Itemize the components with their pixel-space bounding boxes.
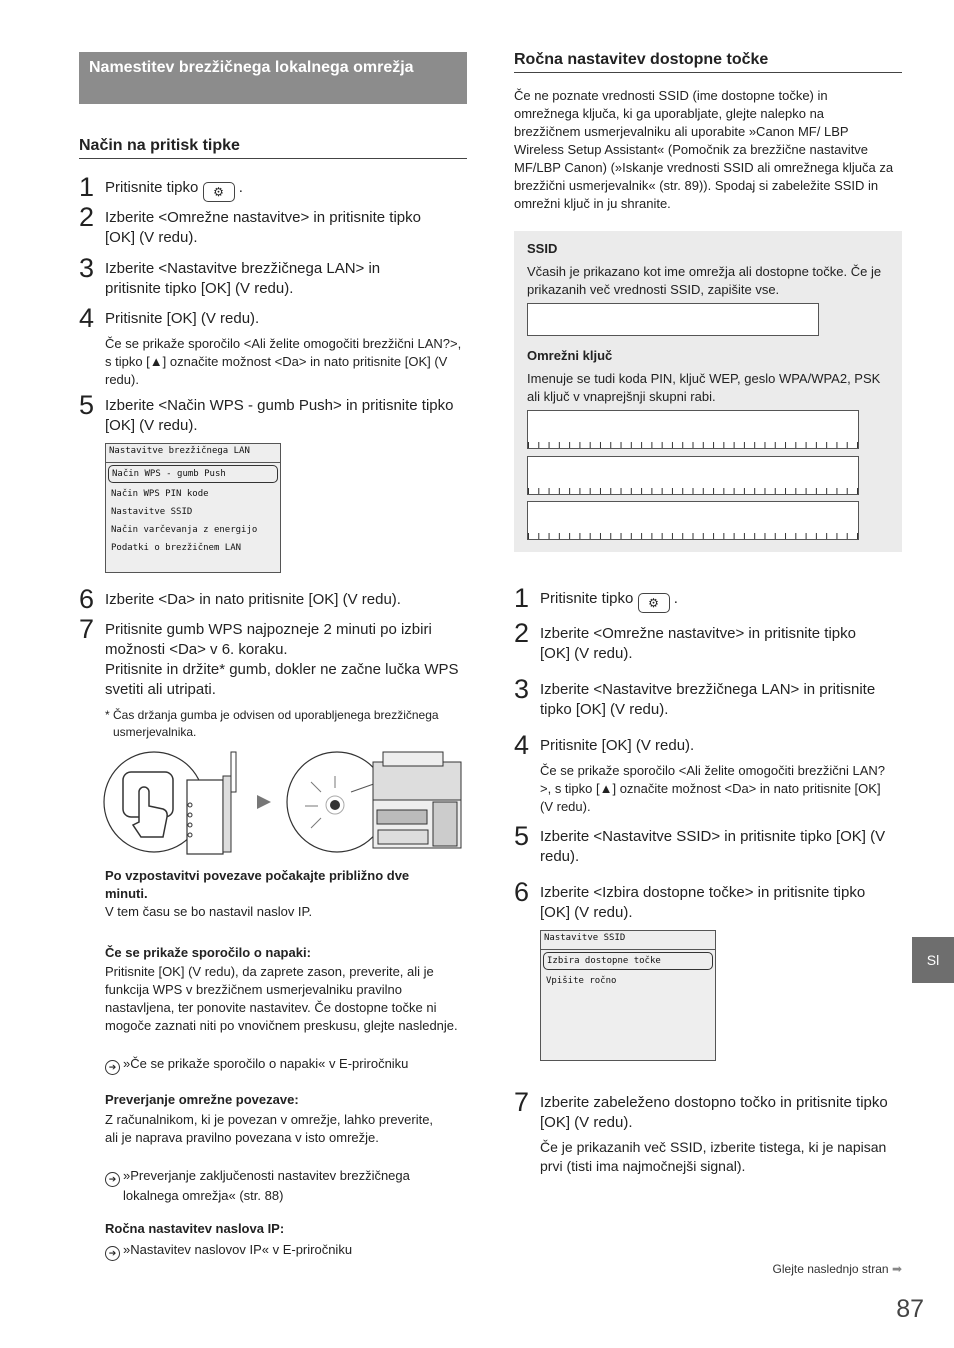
arrow-icon [257, 795, 271, 809]
lcd-wireless-menu [105, 443, 281, 573]
char-ticks [528, 442, 858, 448]
footnote: * Čas držanja gumba je odvisen od uporabljenega brezžičnega usmerjevalnika. [105, 708, 439, 739]
r-step-7: 7 Izberite zabeleženo dostopno točko in pritisnite tipko [OK] (V redu). [514, 1087, 888, 1131]
error-title: Če se prikaže sporočilo o napaki: [105, 945, 311, 960]
reference-arrow-icon: ➔ [105, 1060, 120, 1075]
reference-arrow-icon: ➔ [105, 1172, 120, 1187]
next-page-note: Glejte naslednjo stran ➡ [772, 1262, 902, 1276]
error-ref[interactable]: ➔ »Če se prikaže sporočilo o napaki« v E-priročniku [105, 1055, 467, 1075]
r-step-6: 6 Izberite <Izbira dostopne točke> in pritisnite tipko [OK] (V redu). [514, 877, 866, 921]
reference-arrow-icon: ➔ [105, 1246, 120, 1261]
char-ticks [528, 488, 858, 494]
manual-intro: Če ne poznate vrednosti SSID (ime dostopne točke) in omrežnega ključa, ki ga uporabljate, glejte nalepko na brezžičnem usmerjevalniku ali uporabite »Canon MF/ LBP Wireless Setup Assistant« (Pomočnik za brezžične nastavitve MF/LBP Canon) (»Iskanje vrednosti SSID ali omrežnega ključa za brezžični usmerjevalnik« (str. 89)). Spodaj si zabeležite SSID in omrežni ključ in ju shranite. [514, 88, 894, 211]
lcd-title: Nastavitve SSID [541, 931, 715, 950]
section-title-push: Način na pritisk tipke [79, 136, 467, 159]
error-text: Pritisnite [OK] (V redu), da zaprete zason, preverite, ali je funkcija WPS v brezžičnem usmerjevalniku pravilno nastavljena, ter ponovite nastavitev. Če dostopne točke ni mogoče zaznati niti po vnovičnem preskusu, glejte naslednje. [105, 964, 458, 1033]
next-arrow-icon: ➡ [891, 1262, 902, 1276]
lcd-row: Način varčevanja z energijo [111, 525, 258, 535]
step-6: 6 Izberite <Da> in nato pritisnite [OK] (V redu). [79, 584, 401, 614]
key-field[interactable] [527, 456, 859, 495]
r-step-5: 5 Izberite <Nastavitve SSID> in pritisnite tipko [OK] (V redu). [514, 821, 886, 865]
step-1: 1 Pritisnite tipko ⚙ . [79, 172, 243, 202]
step-3: 3 Izberite <Nastavitve brezžičnega LAN> in pritisnite tipko [OK] (V redu). [79, 253, 381, 297]
lcd-row-selected: Izbira dostopne točke [543, 952, 713, 970]
lcd-row: Podatki o brezžičnem LAN [111, 543, 242, 553]
ssid-field[interactable] [527, 303, 819, 336]
char-ticks [528, 533, 858, 539]
r-step-3: 3 Izberite <Nastavitve brezžičnega LAN> in pritisnite tipko [OK] (V redu). [514, 674, 876, 718]
key-title: Omrežni ključ [527, 348, 613, 363]
step-4-note: Če se prikaže sporočilo <Ali želite omogočiti brezžični LAN?>, s tipko [▲] označite možnost <Da> in nato pritisnite [OK] (V redu). [105, 336, 462, 387]
step-4: 4 Pritisnite [OK] (V redu). [79, 303, 260, 333]
menu-key-icon: ⚙ [638, 593, 670, 613]
lcd-row: Nastavitve SSID [111, 507, 193, 517]
ip-ref[interactable]: ➔ »Nastavitev naslovov IP« v E-priročniku [105, 1241, 465, 1261]
r-step-7-note: Če je prikazanih več SSID, izberite tistega, ki je napisan prvi (tisti ima najmočnejši signal). [540, 1139, 887, 1174]
r-step-1: 1 Pritisnite tipko ⚙ . [514, 583, 678, 613]
wps-illustration [103, 750, 469, 856]
lcd-row: Način WPS PIN kode [111, 489, 209, 499]
lcd-ssid-menu [540, 930, 716, 1061]
check-text: Z računalnikom, ki je povezan v omrežje, lahko preverite, ali je naprava pravilno povezana v isto omrežje. [105, 1112, 434, 1145]
ssid-text: Včasih je prikazano kot ime omrežja ali dostopne točke. Če je prikazanih več vrednosti SSID, zapišite vse. [527, 264, 882, 297]
ssid-title: SSID [527, 241, 558, 256]
check-title: Preverjanje omrežne povezave: [105, 1092, 299, 1107]
lcd-row-selected: Način WPS - gumb Push [108, 465, 278, 483]
key-field[interactable] [527, 501, 859, 540]
ip-title: Ročna nastavitev naslova IP: [105, 1221, 285, 1236]
r-step-4-note: Če se prikaže sporočilo <Ali želite omogočiti brezžični LAN?>, s tipko [▲] označite možnost <Da> in nato pritisnite [OK] (V redu). [540, 763, 886, 814]
lcd-row: Vpišite ročno [546, 976, 617, 986]
section-title-manual: Ročna nastavitev dostopne točke [514, 50, 902, 73]
page-number: 87 [896, 1295, 924, 1323]
r-step-4: 4 Pritisnite [OK] (V redu). [514, 730, 695, 760]
step-5: 5 Izberite <Način WPS - gumb Push> in pritisnite tipko [OK] (V redu). [79, 390, 454, 434]
lcd-title: Nastavitve brezžičnega LAN [106, 444, 280, 463]
menu-key-icon: ⚙ [203, 182, 235, 202]
section-header: Namestitev brezžičnega lokalnega omrežja [79, 52, 467, 104]
wait-text: V tem času se bo nastavil naslov IP. [105, 904, 313, 919]
key-text: Imenuje se tudi koda PIN, ključ WEP, geslo WPA/WPA2, PSK ali ključ v vnaprejšnji skupni rabi. [527, 371, 881, 404]
wait-bold: Po vzpostavitvi povezave počakajte približno dve minuti. [105, 868, 410, 901]
step-7: 7 Pritisnite gumb WPS najpozneje 2 minuti po izbiri možnosti <Da> v 6. koraku. Pritisnite in držite* gumb, dokler ne začne lučka WPS svetiti ali utripati. [79, 614, 459, 698]
r-step-2: 2 Izberite <Omrežne nastavitve> in pritisnite tipko [OK] (V redu). [514, 618, 856, 662]
check-ref[interactable]: ➔ »Preverjanje zaključenosti nastavitev brezžičnega lokalnega omrežja« (str. 88) [105, 1167, 463, 1205]
key-field[interactable] [527, 410, 859, 449]
step-2: 2 Izberite <Omrežne nastavitve> in pritisnite tipko [OK] (V redu). [79, 202, 421, 246]
language-tab: Sl [912, 937, 954, 983]
printer-icon [373, 752, 461, 848]
router-icon [187, 780, 223, 854]
